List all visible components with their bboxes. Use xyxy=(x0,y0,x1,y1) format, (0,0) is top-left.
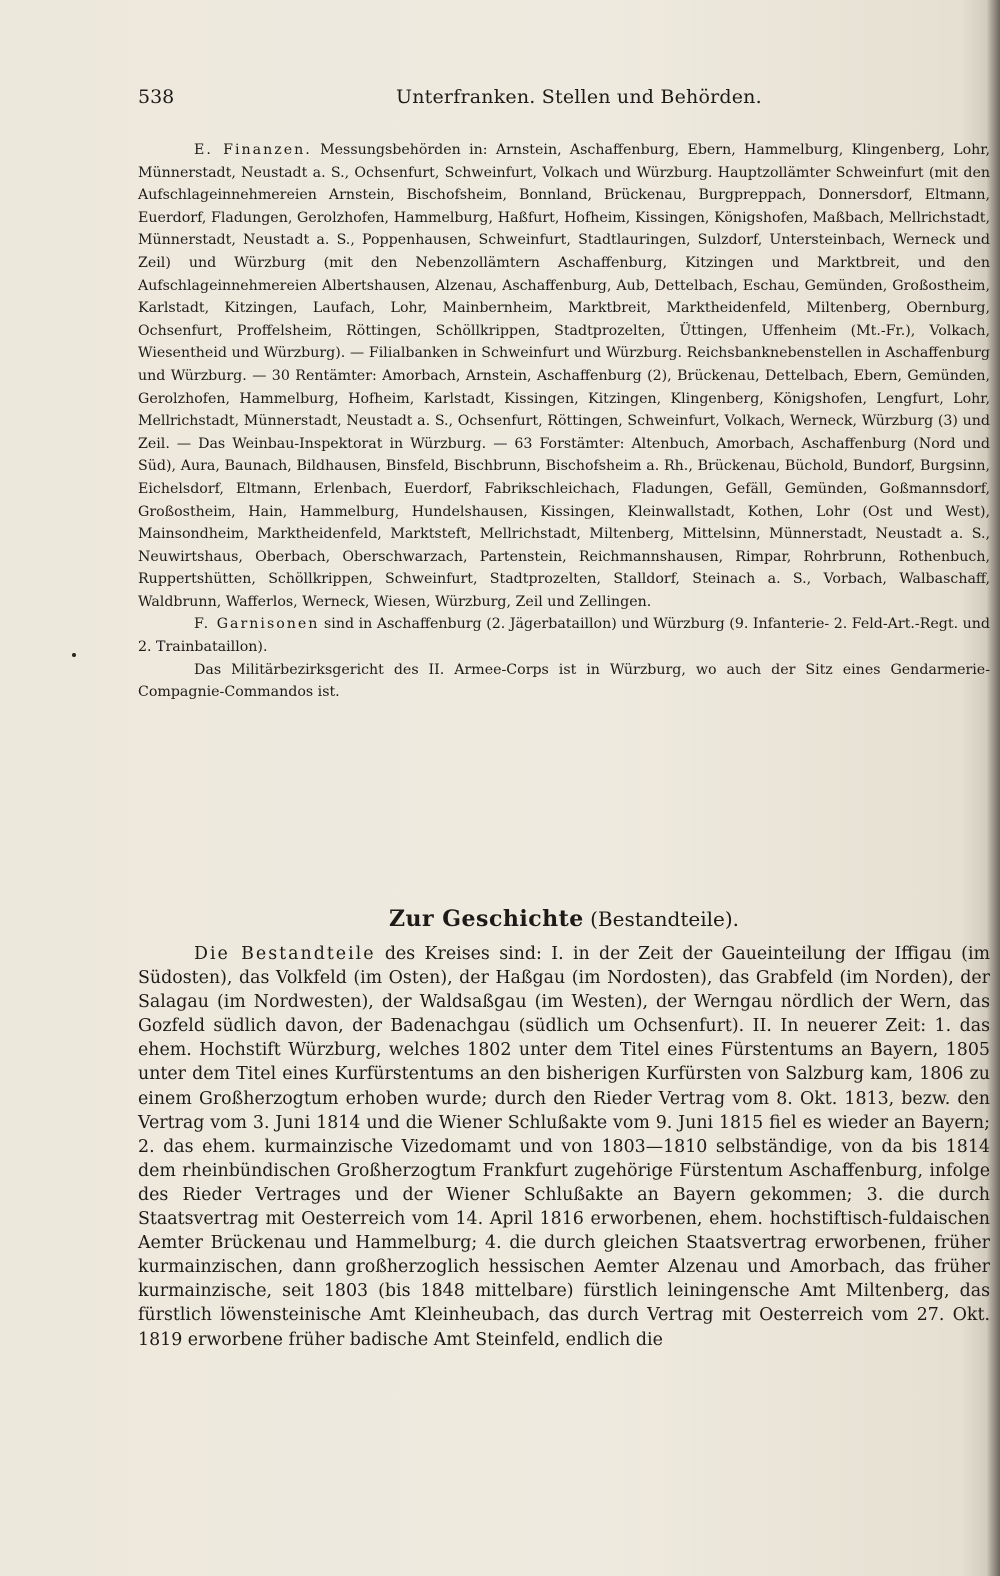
history-paragraph xyxy=(138,942,990,1352)
history-heading-sub: (Bestandteile). xyxy=(590,907,740,931)
history-heading xyxy=(138,906,990,932)
history-lead: Die Bestandteile xyxy=(194,944,376,964)
print-speck xyxy=(72,653,76,657)
section-f-label: F. Garnisonen xyxy=(194,616,320,633)
section-e-paragraph xyxy=(138,139,990,613)
history-text: des Kreises sind: I. in der Zeit der Gaueinteilung der Iffigau (im Südosten), das Volkfeld (im Osten), der Haßgau (im Nordosten), das Grabfeld (im Norden), der Salagau (im Nordwesten), der Waldsaßgau (im Westen), der Werngau nördlich der Wern, das Gozfeld südlich davon, der Badenachgau (südlich um Ochsenfurt). II. In neuerer Zeit: 1. das ehem. Hochstift Würzburg, welches 1802 unter dem Titel eines Fürstentums an Bayern, 1805 unter dem Titel eines Kurfürstentums an den bisherigen Kurfürsten von Salzburg kam, 1806 zu einem Großherzogtum erhoben wurde; durch den Rieder Vertrag vom 8. Okt. 1813, bezw. den Vertrag vom 3. Juni 1814 und die Wiener Schlußakte vom 9. Juni 1815 fiel es wieder an Bayern; 2. das ehem. kurmainzische Vizedomamt und von 1803—1810 selbständige, von da bis 1814 dem rheinbündischen Großherzogtum Frankfurt zugehörige Fürstentum Aschaffenburg, infolge des Rieder Vertrages und der Wiener Schlußakte an Bayern gekommen; 3. die durch Staatsvertrag mit Oesterreich vom 14. April 1816 erworbenen, ehem. hochstiftisch-fuldaischen Aemter Brückenau und Hammelburg; 4. die durch gleichen Staatsvertrag erworbenen, früher kurmainzischen, dann großherzoglich hessischen Aemter Alzenau und Amorbach, das früher kurmainzische, seit 1803 (bis 1848 mittelbare) fürstlich leiningensche Amt Miltenberg, das fürstlich löwensteinische Amt Kleinheubach, das durch Vertrag mit Oesterreich vom 27. Okt. 1819 erworbene früher badische Amt Steinfeld, endlich die xyxy=(138,944,990,1350)
page-number: 538 xyxy=(138,86,175,108)
history-heading-main: Zur Geschichte xyxy=(388,906,584,932)
history-section xyxy=(138,942,990,1352)
section-e-text: Messungsbehörden in: Arnstein, Aschaffenburg, Ebern, Hammelburg, Klingenberg, Lohr, Münnerstadt, Neustadt a. S., Ochsenfurt, Schweinfurt, Volkach und Würzburg. Hauptzollämter Schweinfurt (mit den Aufschlageinnehmereien Arnstein, Bischofsheim, Bonnland, Brückenau, Burgpreppach, Donnersdorf, Eltmann, Euerdorf, Fladungen, Gerolzhofen, Hammelburg, Haßfurt, Hofheim, Kissingen, Königshofen, Maßbach, Mellrichstadt, Münnerstadt, Neustadt a. S., Poppenhausen, Schweinfurt, Stadtlauringen, Sulzdorf, Untersteinbach, Werneck und Zeil) und Würzburg (mit den Nebenzollämtern Aschaffenburg, Kitzingen und Marktbreit, und den Aufschlageinnehmereien Albertshausen, Alzenau, Aschaffenburg, Aub, Dettelbach, Eschau, Gemünden, Großostheim, Karlstadt, Kitzingen, Laufach, Lohr, Mainbernheim, Marktbreit, Marktheidenfeld, Miltenberg, Obernburg, Ochsenfurt, Proffelsheim, Röttingen, Schöllkrippen, Stadtprozelten, Üttingen, Uffenheim (Mt.-Fr.), Volkach, Wiesentheid und Würzburg). — Filialbanken in Schweinfurt und Würzburg. Reichsbanknebenstellen in Aschaffenburg und Würzburg. — 30 Rentämter: Amorbach, Arnstein, Aschaffenburg (2), Brückenau, Dettelbach, Ebern, Gemünden, Gerolzhofen, Hammelburg, Hofheim, Karlstadt, Kissingen, Kitzingen, Klingenberg, Königshofen, Lengfurt, Lohr, Mellrichstadt, Münnerstadt, Neustadt a. S., Ochsenfurt, Röttingen, Schweinfurt, Volkach, Werneck, Würzburg (3) und Zeil. — Das Weinbau-Inspektorat in Würzburg. — 63 Forstämter: Altenbuch, Amorbach, Aschaffenburg (Nord und Süd), Aura, Baunach, Bildhausen, Binsfeld, Bischbrunn, Bischofsheim a. Rh., Brückenau, Büchold, Bundorf, Burgsinn, Eichelsdorf, Eltmann, Erlenbach, Euerdorf, Fabrikschleichach, Fladungen, Gefäll, Gemünden, Goßmannsdorf, Großostheim, Hain, Hammelburg, Hundelshausen, Kissingen, Kleinwallstadt, Kothen, Lohr (Ost und West), Mainsondheim, Marktheidenfeld, Marktsteft, Mellrichstadt, Miltenberg, Mittelsinn, Münnerstadt, Neustadt a. S., Neuwirtshaus, Oberbach, Oberschwarzach, Partenstein, Reichmannshausen, Rimpar, Rohrbrunn, Rothenbuch, Ruppertshütten, Schöllkrippen, Schweinfurt, Stadtprozelten, Stalldorf, Steinach a. S., Vorbach, Walbaschaff, Waldbrunn, Wafferlos, Werneck, Wiesen, Würzburg, Zeil und Zellingen. xyxy=(138,142,991,610)
running-title: Unterfranken. Stellen und Behörden. xyxy=(396,86,762,108)
section-f-text: sind in Aschaffenburg (2. Jägerbataillon) und Würzburg (9. Infanterie- 2. Feld-Art.-Regt. und 2. Trainbataillon). xyxy=(138,616,990,656)
section-f-paragraph-2: Das Militärbezirksgericht des II. Armee-Corps ist in Würzburg, wo auch der Sitz eines Gendarmerie-Compagnie-Commandos ist. xyxy=(138,661,990,701)
section-e-label: E. Finanzen. xyxy=(194,142,312,158)
page-header xyxy=(138,86,988,116)
finance-and-garrison-section xyxy=(138,139,990,704)
section-f-paragraph xyxy=(138,613,990,658)
